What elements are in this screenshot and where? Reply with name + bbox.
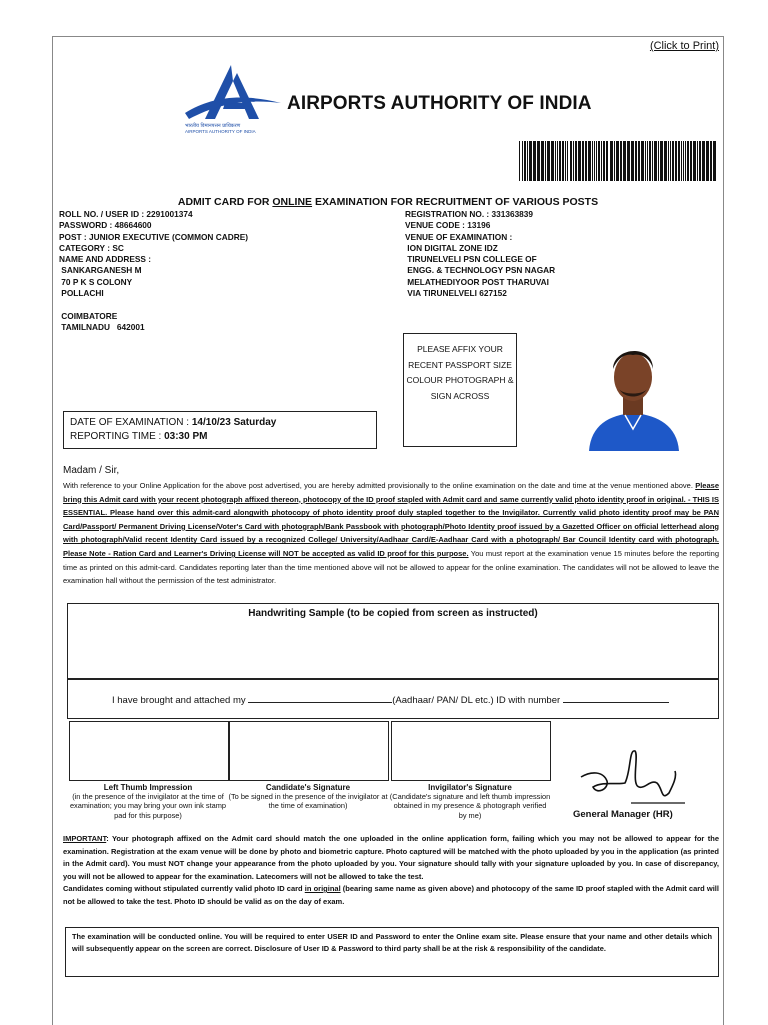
barcode-icon xyxy=(519,141,719,181)
left-thumb-box xyxy=(69,721,229,781)
admit-card-title: ADMIT CARD FOR ONLINE EXAMINATION FOR RECRUITMENT OF VARIOUS POSTS xyxy=(177,196,599,208)
id-declaration-box xyxy=(67,679,719,719)
candidate-signature-box xyxy=(229,721,389,781)
svg-text:भारतीय विमानपत्तन प्राधिकरण: भारतीय विमानपत्तन प्राधिकरण xyxy=(185,123,241,129)
salutation: Madam / Sir, xyxy=(63,465,120,476)
admit-card-page xyxy=(52,36,724,1025)
affix-photo-box: PLEASE AFFIX YOUR RECENT PASSPORT SIZE COLOUR PHOTOGRAPH & SIGN ACROSS xyxy=(403,333,517,447)
id-declaration-text: I have brought and attached my (Aadhaar/ PAN/ DL etc.) ID with number xyxy=(112,695,669,706)
instructions-paragraph: With reference to your Online Application for the above post advertised, you are hereby admitted provisionally to the online examination on the date and time at the venue mentioned above. Please bring this Admit card with your recent photograph affixed thereon, photocopy of the ID proof stapled with Admit card and same currently valid photo identity proof in original. - THIS IS ESSENTIAL. Please hand over this admit-card alongwith photocopy of photo identity proof duly stapled together to the Invigilator. Currently valid photo identity proof may be PAN Card/Passport/ Permanent Driving License/Voter's Card with photograph/Bank Passbook with photograph/Photo Identity proof issued by a Gazetted Officer on official letterhead along with photograph/Valid recent Identity Card issued by a recognized College/ University/Aadhaar Card/E-Aadhaar Card with a photograph/ Bar Council Identity card with photograph. Please Note - Ration Card and Learner's Driving License will NOT be accepted as valid ID proof for this purpose. You must report at the examination venue 15 minutes before the reporting time as printed on this admit-card. Candidates reporting later than the time mentioned above will not be allowed to appear for the online examination. The candidates will not be allowed to leave the examination hall without the permission of the test administrator. xyxy=(63,481,719,586)
candidate-photo xyxy=(581,333,685,451)
exam-date-box xyxy=(63,411,377,449)
gm-signature xyxy=(573,741,693,809)
id-type-blank xyxy=(248,702,392,703)
left-thumb-caption: Left Thumb Impression (in the presence of the invigilator at the time of examination; you may bring your own ink stamp pad for this purpose) xyxy=(69,783,227,820)
aai-logo-icon xyxy=(181,63,285,135)
important-notice: IMPORTANT: Your photograph affixed on the Admit card should match the one uploaded in the online application form, failing which you may not be allowed to appear for the examination. Registration at the exam venue will be done by photo and biometric capture. Photo captured will be matched with the photo uploaded by you in the application (as printed in the Admit card). You must NOT change your appearance from the photo uploaded by you. Your signature should tally with your signature uploaded by you. In case of discrepancy, you will not be allowed to appear for the examination. Latecomers will not be allowed to take the test. Candidates coming without stipulated currently valid photo ID card in original (bearing same name as given above) and photocopy of the same ID proof stapled with the Admit card will not be allowed to take the test. Photo ID should be valid as on the day of exam. xyxy=(63,834,719,906)
venue-info: REGISTRATION NO. : 331363839 VENUE CODE : 13196 VENUE OF EXAMINATION : ION DIGITAL ZONE IDZ TIRUNELVELI PSN COLLEGE OF ENGG. & TECHNOLOGY PSN NAGAR MELATHEDIYOOR POST THARUVAI VIA TIRUNELVELI 627152 xyxy=(405,209,556,299)
print-link-container xyxy=(650,40,719,52)
organization-name: AIRPORTS AUTHORITY OF INDIA xyxy=(287,93,592,114)
svg-text:AIRPORTS AUTHORITY OF INDIA: AIRPORTS AUTHORITY OF INDIA xyxy=(185,129,256,134)
candidate-info: ROLL NO. / USER ID : 2291001374 PASSWORD : 48664600 POST : JUNIOR EXECUTIVE (COMMON CADRE) CATEGORY : SC NAME AND ADDRESS : SANKARGANESH M 70 P K S COLONY POLLACHI COIMBATORE TAMILNADU 642001 xyxy=(59,209,248,332)
id-number-blank xyxy=(563,702,669,703)
general-manager-label: General Manager (HR) xyxy=(573,809,673,820)
online-exam-note-box: The examination will be conducted online. You will be required to enter USER ID and Password to enter the Online exam site. Please ensure that your name and other details which will subsequently appear on the screen are correct. Disclosure of User ID & Password to third party shall be at the risk & responsibility of the candidate. xyxy=(65,927,719,977)
reporting-time-line: REPORTING TIME : 03:30 PM xyxy=(70,431,208,442)
exam-date-line: DATE OF EXAMINATION : 14/10/23 Saturday xyxy=(70,417,277,428)
handwriting-sample-title: Handwriting Sample (to be copied from screen as instructed) xyxy=(248,608,538,619)
handwriting-sample-box xyxy=(67,603,719,679)
click-to-print-link[interactable]: (Click to Print) xyxy=(649,40,719,52)
invigilator-signature-box xyxy=(391,721,551,781)
candidate-signature-caption: Candidate's Signature (To be signed in the presence of the invigilator at the time of examination) xyxy=(228,783,388,811)
invigilator-signature-caption: Invigilator's Signature (Candidate's signature and left thumb impression obtained in my presence & photograph verified by me) xyxy=(389,783,551,820)
